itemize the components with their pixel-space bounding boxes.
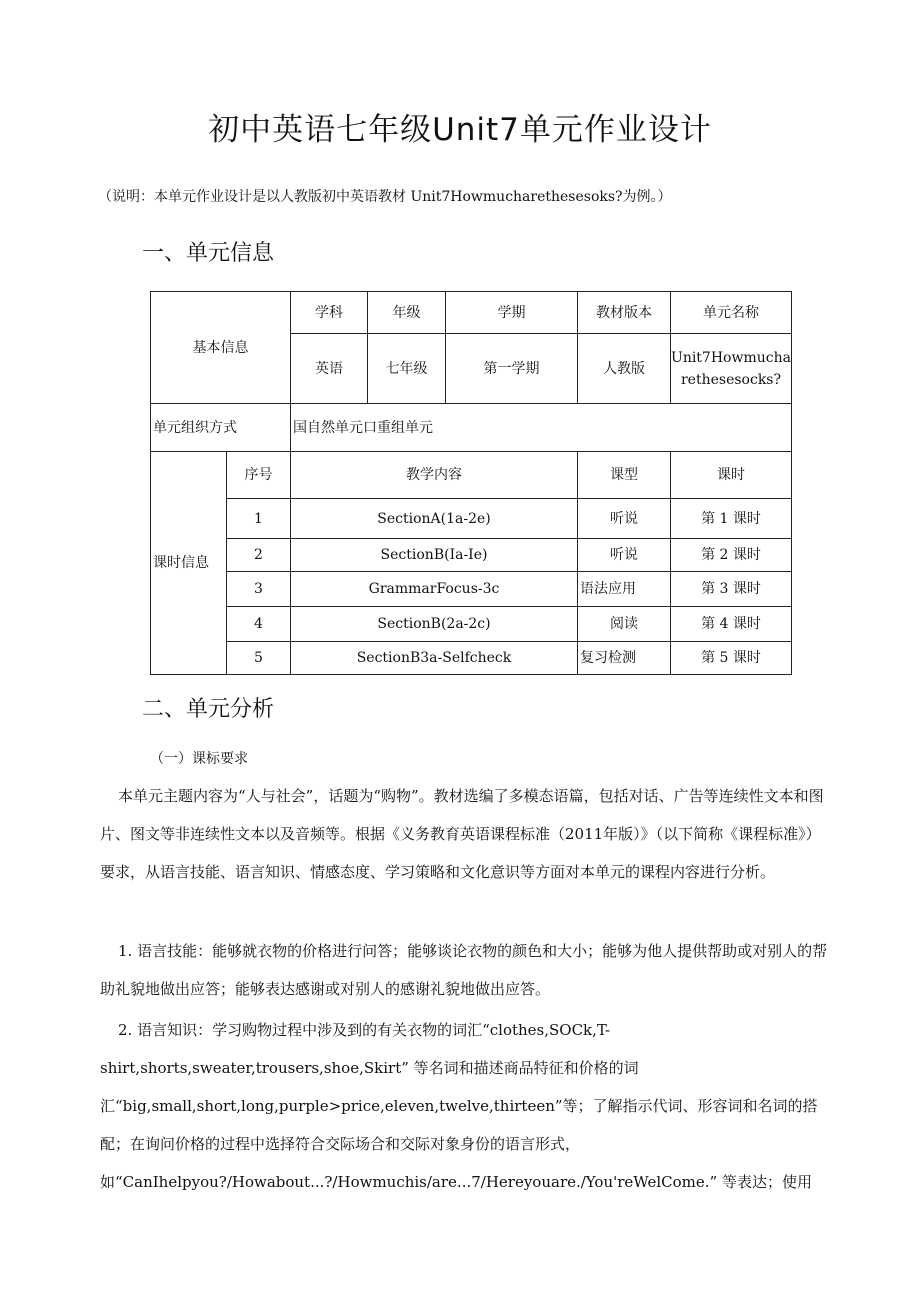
table-row [151,499,792,539]
value-cell: 英语 [291,334,368,404]
document-title: 初中英语七年级Unit7单元作业设计 [208,112,712,148]
unit-info-table [150,291,792,675]
lesson-no: 1 [227,499,291,539]
lesson-content: SectionB(2a-2c) [291,607,578,642]
lesson-type: 听说 [578,499,671,539]
lesson-type: 听说 [578,539,671,572]
lesson-content: SectionB3a-Selfcheck [291,642,578,675]
table-row [151,607,792,642]
table-row [151,539,792,572]
lesson-type: 复习检测 [578,642,671,675]
lesson-info-label: 课时信息 [151,452,227,675]
subheading-curriculum: （一）课标要求 [150,751,248,767]
org-label: 单元组织方式 [151,404,291,452]
lesson-period: 第 2 课时 [671,539,792,572]
header-cell: 课型 [578,452,671,499]
note: （说明：本单元作业设计是以人教版初中英语教材 Unit7Howmucharethesesoks?为例。） [98,189,672,205]
lesson-type: 语法应用 [578,572,671,607]
table-row [151,572,792,607]
header-cell: 单元名称 [671,292,792,334]
lesson-no: 4 [227,607,291,642]
header-cell: 年级 [368,292,446,334]
header-cell: 学期 [446,292,578,334]
paragraph: 1. 语言技能：能够就衣物的价格进行问答；能够谈论衣物的颜色和大小；能够为他人提供帮助或对别人的帮助礼貌地做出应答；能够表达感谢或对别人的感谢礼貌地做出应答。 [100,942,828,998]
lesson-period: 第 5 课时 [671,642,792,675]
value-cell: 人教版 [578,334,671,404]
table-row [151,642,792,675]
basic-info-label: 基本信息 [151,292,291,404]
section-heading-unit-info: 一、单元信息 [142,241,275,266]
lesson-type: 阅读 [578,607,671,642]
lesson-no: 3 [227,572,291,607]
lesson-period: 第 4 课时 [671,607,792,642]
lesson-content: GrammarFocus-3c [291,572,578,607]
paragraph: 本单元主题内容为“人与社会”，话题为“购物”。教材选编了多模态语篇，包括对话、广告等连续性文本和图片、图文等非连续性文本以及音频等。根据《义务教育英语课程标准（2011年版）》（以下简称《课程标准》）要求，从语言技能、语言知识、情感态度、学习策略和文化意识等方面对本单元的课程内容进行分析。 [100,787,824,881]
paragraph: 2. 语言知识：学习购物过程中涉及到的有关衣物的词汇“clothes,SOCk,T-shirt,shorts,sweater,trousers,shoe,Skirt” 等名词和描述商品特征和价格的词汇“big,small,short,long,purple>price,eleven,twelve,thirteen”等；了解指示代词、形容词和名词的搭配；在询问价格的过程中选择符合交际场合和交际对象身份的语言形式，如“CanIhelpyou?/Howabout...?/Howmuchis/are...7/Hereyouare./You'reWelCome.” 等表达；使用 [100,1021,818,1191]
value-cell: Unit7Howmucharethesesocks? [671,334,792,404]
lesson-period: 第 3 课时 [671,572,792,607]
value-cell: 第一学期 [446,334,578,404]
lesson-period: 第 1 课时 [671,499,792,539]
header-cell: 学科 [291,292,368,334]
lesson-no: 2 [227,539,291,572]
header-cell: 课时 [671,452,792,499]
lesson-content: SectionA(1a-2e) [291,499,578,539]
lesson-no: 5 [227,642,291,675]
lesson-content: SectionB(Ia-Ie) [291,539,578,572]
header-cell: 教学内容 [291,452,578,499]
header-cell: 序号 [227,452,291,499]
section-heading-unit-analysis: 二、单元分析 [142,697,275,722]
value-cell: 七年级 [368,334,446,404]
org-value: 国自然单元口重组单元 [291,404,792,452]
header-cell: 教材版本 [578,292,671,334]
